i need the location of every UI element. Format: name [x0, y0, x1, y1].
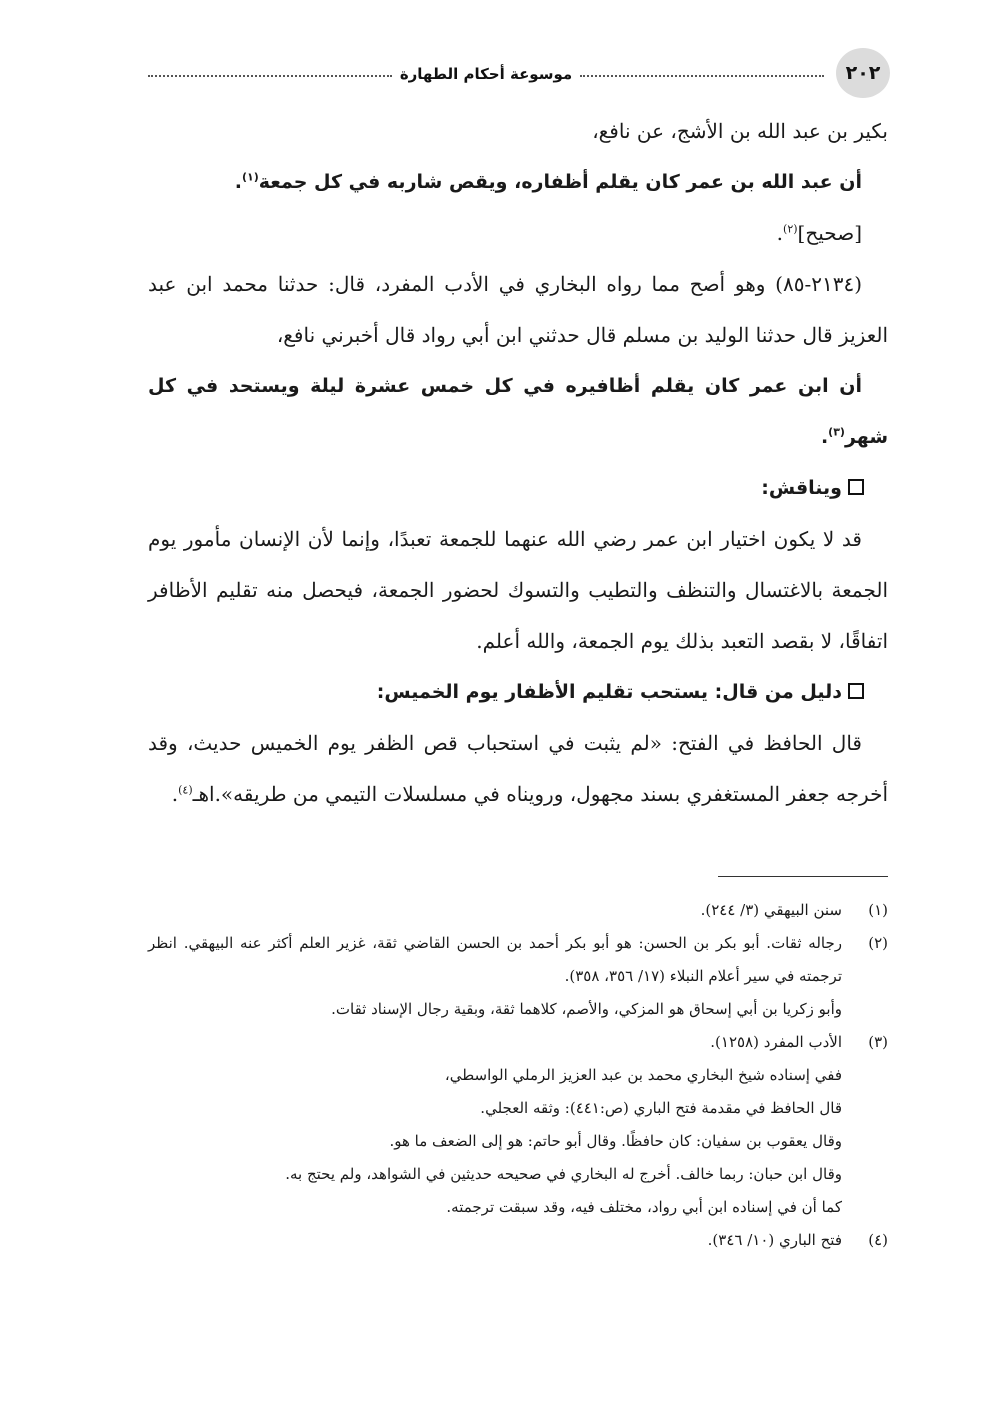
footnote-line: قال الحافظ في مقدمة فتح الباري (ص:٤٤١): وثقه العجلي.: [480, 1099, 842, 1117]
running-title: موسوعة أحكام الطهارة: [399, 65, 573, 83]
footnote-line: رجاله ثقات. أبو بكر بن الحسن: هو أبو بكر أحمد بن الحسن القاضي ثقة، غزير العلم أكثر عنه البيهقي. انظر ترجمته في سير أعلام النبلاء (١٧/ ٣٥٦، ٣٥٨).: [148, 934, 842, 985]
hafiz-quote-end: .: [171, 782, 179, 806]
running-head: [148, 62, 824, 86]
footnotes: [148, 894, 888, 1257]
footnote-number: (٤): [868, 1231, 888, 1249]
hafiz-quote-body: قال الحافظ في الفتح: «لم يثبت في استحباب قص الظفر يوم الخميس حديث، وقد أخرجه جعفر المستغفري بسند مجهول، ورويناه في مسلسلات التيمي من طريقه».اهـ: [148, 731, 888, 806]
footnote-item: [148, 1224, 888, 1257]
hadith-text-2: [148, 361, 888, 463]
footnote-line: كما أن في إسناده ابن أبي رواد، مختلف فيه، وقد سبقت ترجمته.: [446, 1198, 842, 1216]
header-dots-right: [580, 65, 824, 77]
footnote-line: الأدب المفرد (١٢٥٨).: [710, 1033, 842, 1051]
footnote-number: (٢): [868, 934, 888, 952]
paragraph-hafiz-quote: [148, 718, 888, 820]
grading-end: .: [776, 221, 784, 245]
footnote-ref-2: (٢): [783, 222, 798, 236]
footnote-ref-3: (٣): [828, 425, 845, 439]
footnote-number: (١): [868, 901, 888, 919]
paragraph-discussion: قد لا يكون اختيار ابن عمر رضي الله عنهما للجمعة تعبدًا، وإنما لأن الإنسان مأمور يوم الجمعة بالاغتسال والتنظف والتطيب والتسوك لحضور الجمعة، فيحصل منه تقليم الأظافر اتفاقًا، لا بقصد التعبد بذلك يوم الجمعة، والله أعلم.: [148, 527, 888, 653]
checkbox-square-icon: [848, 683, 864, 699]
hadith-text-2-body: أن ابن عمر كان يقلم أظافيره في كل خمس عشرة ليلة ويستحد في كل شهر: [148, 375, 888, 448]
header-dots-left: [148, 65, 392, 77]
page-header: [148, 48, 890, 100]
footnote-item: [148, 1026, 888, 1224]
heading-thursday-label: دليل من قال: يستحب تقليم الأظفار يوم الخميس:: [376, 681, 842, 703]
footnote-line: وقال ابن حبان: ربما خالف. أخرج له البخاري في صحيحه حديثين في الشواهد، ولم يحتج به.: [285, 1165, 842, 1183]
footnote-separator: [718, 876, 888, 877]
hadith-text-1: [148, 157, 888, 208]
section-heading-discussion: [148, 463, 888, 514]
heading-discussion-label: ويناقش:: [761, 477, 842, 499]
footnote-line: وقال يعقوب بن سفيان: كان حافظًا. وقال أبو حاتم: هو إلى الضعف ما هو.: [389, 1132, 842, 1150]
hadith-text-1-body: أن عبد الله بن عمر كان يقلم أظفاره، ويقص شاربه في كل جمعة: [258, 171, 862, 193]
footnote-line: فتح الباري (١٠/ ٣٤٦).: [707, 1231, 842, 1249]
main-text: [148, 106, 888, 820]
footnote-ref-1: (١): [241, 170, 259, 184]
page-number: ٢٠٢: [836, 48, 890, 98]
footnote-line: ففي إسناده شيخ البخاري محمد بن عبد العزيز الرملي الواسطي،: [444, 1066, 842, 1084]
hadith-text-2-end: .: [820, 426, 829, 448]
footnote-item: [148, 927, 888, 1026]
paragraph-chain: بكير بن عبد الله بن الأشج، عن نافع،: [592, 119, 888, 143]
hadith-text-1-end: .: [234, 171, 242, 193]
footnote-line: وأبو زكريا بن أبي إسحاق هو المزكي، والأصم، كلاهما ثقة، وبقية رجال الإسناد ثقات.: [331, 1000, 842, 1018]
grading: [148, 208, 888, 259]
footnote-number: (٣): [868, 1033, 888, 1051]
footnote-line: سنن البيهقي (٣/ ٢٤٤).: [700, 901, 842, 919]
section-heading-thursday: [148, 667, 888, 718]
paragraph-narration-85: (٢١٣٤-٨٥) وهو أصح مما رواه البخاري في الأدب المفرد، قال: حدثنا محمد ابن عبد العزيز قال حدثنا الوليد بن مسلم قال حدثني ابن أبي رواد قال أخبرني نافع،: [148, 272, 888, 347]
grading-text: [صحيح]: [797, 221, 862, 245]
footnote-ref-4: (٤): [178, 783, 193, 797]
footnote-item: [148, 894, 888, 927]
checkbox-square-icon: [848, 479, 864, 495]
